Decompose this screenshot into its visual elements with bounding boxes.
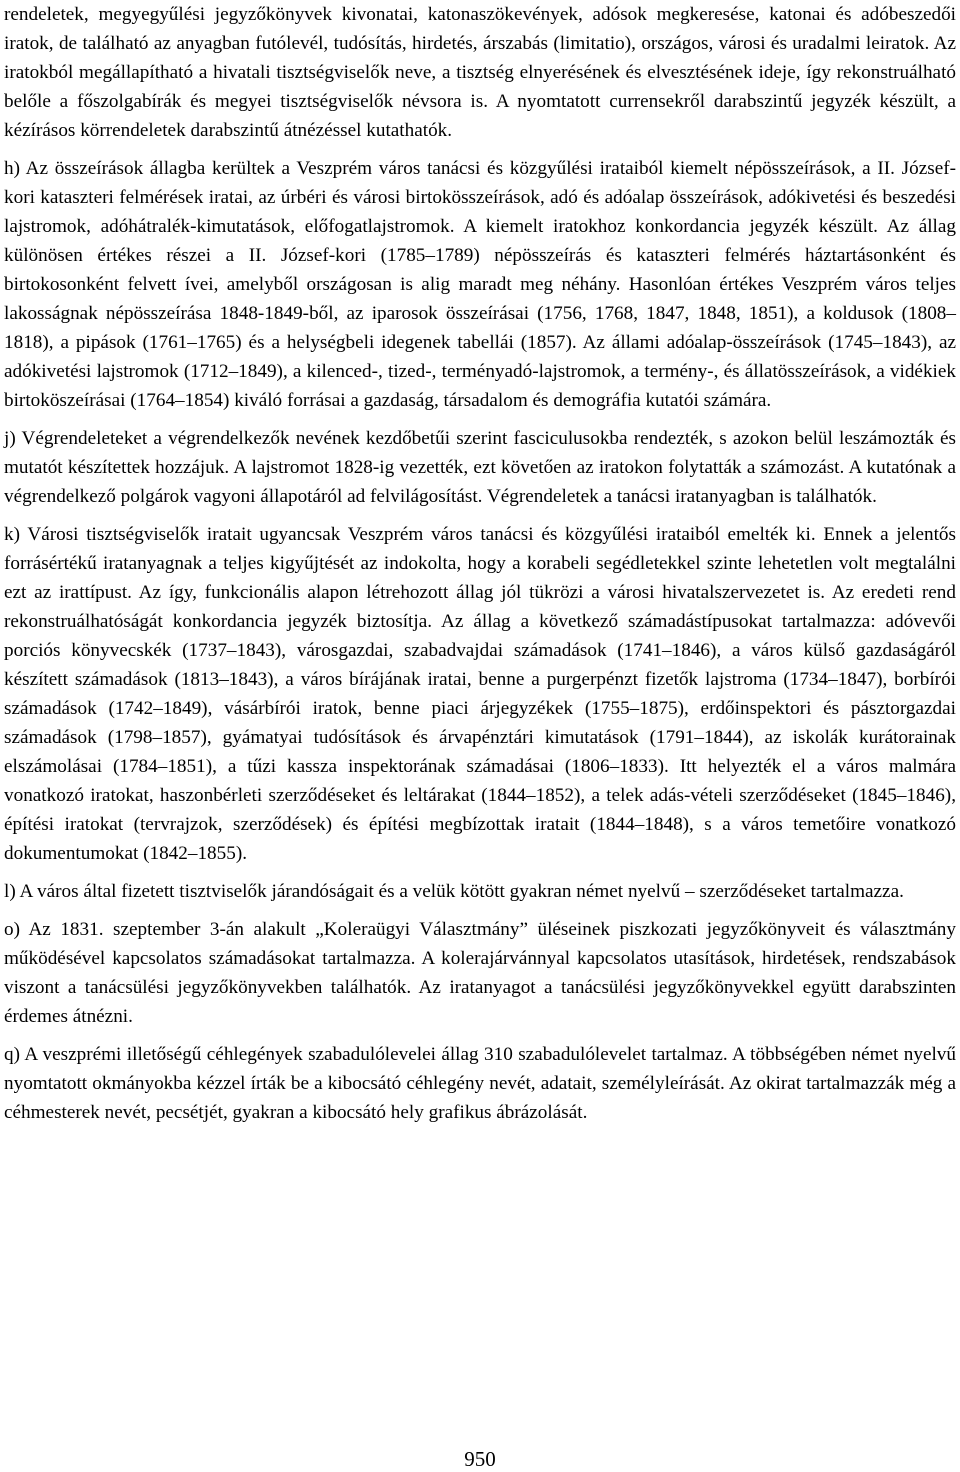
document-page — [4, 0, 956, 1136]
paragraph-h-osszeirasok: h) Az összeírások állagba kerültek a Veszprém város tanácsi és közgyűlési irataiból kiemelt népösszeírások, a II. József-kori kataszteri felmérések iratai, az úrbéri és városi birtokösszeírások, adó és adóalap összeírások, adókivetési és beszedési lajstromok, adóhátralék-kimutatások, előfogatlajstromok. A kiemelt iratokhoz konkordancia jegyzék készült. Az állag különösen értékes részei a II. József-kori (1785–1789) népösszeírás és kataszteri felmérés háztartásonként és birtokosonként felvett ívei, amelyből országosan is alig maradt meg néhány. Hasonlóan értékes Veszprém város teljes lakosságnak népösszeírása 1848-1849-ből, az iparosok összeírásai (1756, 1768, 1847, 1848, 1851), a koldusok (1808–1818), a pipások (1761–1765) és a helységbeli idegenek tabellái (1857). Az állami adóalap-összeírások (1745–1843), az adókivetési lajstromok (1712–1849), a kilenced-, tized-, terményadó-lajstromok, a termény-, és állatösszeírások, a vidékiek birtoköszeírásai (1764–1854) kiváló forrásai a gazdaság, társadalom és demográfia kutatói számára. — [4, 158, 956, 411]
page-number: 950 — [464, 1447, 496, 1471]
paragraph-l-tisztviselok: l) A város által fizetett tisztviselők járandóságait és a velük kötött gyakran német nyelvű – szerződéseket tartalmazza. — [4, 881, 904, 902]
paragraph-q-szabadulolevelek: q) A veszprémi illetőségű céhlegények szabadulólevelei állag 310 szabadulólevelet tartalmaz. A többségében német nyelvű nyomtatott okmányokba kézzel írták be a kibocsátó céhlegény nevét, adatait, személyleírását. Az okirat tartalmazzák még a céhmesterek nevét, pecsétjét, gyakran a kibocsátó hely grafikus ábrázolását. — [4, 1044, 956, 1123]
paragraph-j-vegrendeletek: j) Végrendeleteket a végrendelkezők nevének kezdőbetűi szerint fasciculusokba rendezték, s azokon belül leszámozták és mutatót készítettek hozzájuk. A lajstromot 1828-ig vezették, ezt követően az iratokon folytatták a számozást. A kutatónak a végrendelkező polgárok vagyoni állapotáról ad felvilágosítást. Végrendeletek a tanácsi iratanyagban is találhatók. — [4, 428, 956, 507]
paragraph-continuation: rendeletek, megyegyűlési jegyzőkönyvek kivonatai, katonaszökevények, adósok megkeresése, katonai és adóbeszedői iratok, de található az anyagban futólevél, tudósítás, hirdetés, árszabás (limitatio), országos, városi és uradalmi leiratok. Az iratokból megállapítható a hivatali tisztségviselők neve, a tisztség elnyerésének és elvesztésének ideje, így rekonstruálható belőle a főszolgabírák és megyei tisztségviselők névsora is. A nyomtatott currensekről darabszintű jegyzék készült, a kézírásos körrendeletek darabszintű átnézéssel kutathatók. — [4, 4, 956, 141]
paragraph-o-koleraugyi: o) Az 1831. szeptember 3-án alakult „Koleraügyi Választmány” üléseinek piszkozati jegyzőkönyveit és választmány működésével kapcsolatos számadásokat tartalmazza. A kolerajárvánnyal kapcsolatos utasítások, hirdetések, rendszabások viszont a tanácsülési jegyzőkönyvekben találhatók. Az iratanyagot a tanácsülési jegyzőkönyvekkel együtt darabszinten érdemes átnézni. — [4, 919, 956, 1027]
paragraph-k-tisztsegviselok: k) Városi tisztségviselők iratait ugyancsak Veszprém város tanácsi és közgyűlési irataiból emelték ki. Ennek a jelentős forrásértékű iratanyagnak a teljes kigyűjtését az indokolta, hogy a korabeli segédletekkel szinte lehetetlen volt megtalálni ezt az irattípust. Az így, funkcionális alapon létrehozott állag jól tükrözi a városi hivatalszervezetet is. Az eredeti rend rekonstruálhatóságát konkordancia jegyzék biztosítja. Az állag a következő számadástípusokat tartalmazza: adóvevői porciós könyvecskék (1737–1843), városgazdai, szabadvajdai számadások (1741–1846), a város külső gazdaságáról készített számadások (1813–1843), a város bírájának iratai, benne a purgerpénzt fizetők lajstroma (1734–1847), borbírói számadások (1742–1849), vásárbírói iratok, benne piaci árjegyzékek (1755–1875), erdőinspektori és pásztorgazdai számadások (1798–1857), gyámatyai tudósítások és árvapénztári kimutatások (1791–1844), az iskolák kurátorainak elszámolásai (1784–1851), a tűzi kassza inspektorának számadásai (1806–1833). Itt helyezték el a város malmára vonatkozó iratokat, haszonbérleti szerződéseket és leltárakat (1844–1852), a telek adás-vételi szerződéseket (1845–1846), építési iratokat (tervrajzok, szerződések) és építési megbízottak iratait (1844–1848), s a város temetőire vonatkozó dokumentumokat (1842–1855). — [4, 524, 956, 864]
